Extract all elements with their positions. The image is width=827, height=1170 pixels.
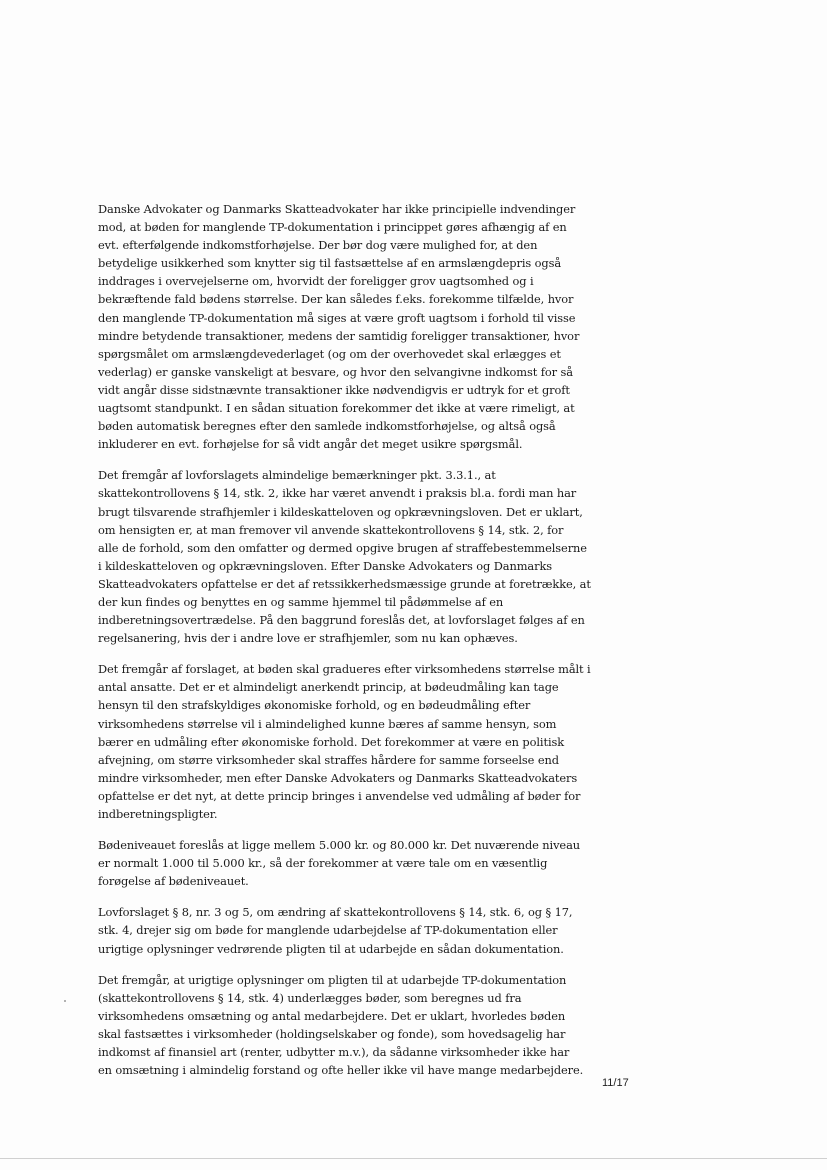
text-line: brugt tilsvarende strafhjemler i kildeskatteloven og opkrævningsloven. Det er uklart, <box>98 504 583 519</box>
text-line: skal fastsættes i virksomheder (holdingselskaber og fonde), som hovedsagelig har <box>98 1026 566 1041</box>
paragraph-4 <box>98 836 600 890</box>
text-line: skattekontrollovens § 14, stk. 2, ikke har været anvendt i praksis bl.a. fordi man har <box>98 486 577 501</box>
scan-artifact-dot <box>64 1000 66 1002</box>
text-line: Det fremgår af forslaget, at bøden skal gradueres efter virksomhedens størrelse målt i <box>98 662 591 677</box>
page-number: 11/17 <box>602 1077 629 1089</box>
text-line: der kun findes og benyttes en og samme hjemmel til pådømmelse af en <box>98 594 504 609</box>
text-line: om hensigten er, at man fremover vil anvende skattekontrollovens § 14, stk. 2, for <box>98 522 564 537</box>
text-line: Lovforslaget § 8, nr. 3 og 5, om ændring af skattekontrollovens § 14, stk. 6, og § 17, <box>98 905 573 920</box>
text-line: Det fremgår af lovforslagets almindelige bemærkninger pkt. 3.3.1., at <box>98 468 496 483</box>
text-line: (skattekontrollovens § 14, stk. 4) underlægges bøder, som beregnes ud fra <box>98 990 522 1005</box>
text-line: afvejning, om større virksomheder skal straffes hårdere for samme forseelse end <box>98 752 559 767</box>
text-line: mindre betydende transaktioner, medens der samtidig foreligger transaktioner, hvor <box>98 328 580 343</box>
text-line: antal ansatte. Det er et almindeligt anerkendt princip, at bødeudmåling kan tage <box>98 680 559 695</box>
text-line: stk. 4, drejer sig om bøde for manglende udarbejdelse af TP-dokumentation eller <box>98 923 558 938</box>
text-line: vidt angår disse sidstnævnte transaktioner ikke nødvendigvis er udtryk for et groft <box>98 382 570 397</box>
text-line: bøden automatisk beregnes efter den samlede indkomstforhøjelse, og altså også <box>98 419 556 434</box>
text-line: Det fremgår, at urigtige oplysninger om pligten til at udarbejde TP-dokumentation <box>98 972 567 987</box>
text-line: betydelige usikkerhed som knytter sig til fastsættelse af en armslængdepris også <box>98 256 562 271</box>
text-line: opfattelse er det nyt, at dette princip bringes i anvendelse ved udmåling af bøder for <box>98 788 581 803</box>
text-line: hensyn til den strafskyldiges økonomiske forhold, og en bødeudmåling efter <box>98 698 531 713</box>
text-line: mindre virksomheder, men efter Danske Advokaters og Danmarks Skatteadvokaters <box>98 770 578 785</box>
text-line: den manglende TP-dokumentation må siges at være groft uagtsom i forhold til visse <box>98 310 576 325</box>
text-line: forøgelse af bødeniveauet. <box>98 874 249 889</box>
scan-artifact-line <box>0 1158 827 1159</box>
text-line: er normalt 1.000 til 5.000 kr., så der forekommer at være tale om en væsentlig <box>98 856 548 871</box>
paragraph-5 <box>98 903 600 957</box>
text-line: evt. efterfølgende indkomstforhøjelse. Der bør dog være mulighed for, at den <box>98 238 538 253</box>
text-line: inddrages i overvejelserne om, hvorvidt der foreligger grov uagtsomhed og i <box>98 274 534 289</box>
text-line: alle de forhold, som den omfatter og dermed opgive brugen af straffebestemmelserne <box>98 540 587 555</box>
paragraph-1 <box>98 200 600 453</box>
document-body <box>98 200 600 1092</box>
text-line: en omsætning i almindelig forstand og ofte heller ikke vil have mange medarbejdere. <box>98 1063 584 1078</box>
paragraph-6 <box>98 971 600 1080</box>
text-line: indberetningsovertrædelse. På den baggrund foreslås det, at lovforslaget følges af en <box>98 613 585 628</box>
text-line: spørgsmålet om armslængdevederlaget (og om der overhovedet skal erlægges et <box>98 346 561 361</box>
text-line: mod, at bøden for manglende TP-dokumentation i princippet gøres afhængig af en <box>98 220 567 235</box>
text-line: virksomhedens størrelse vil i almindelighed kunne bæres af samme hensyn, som <box>98 716 557 731</box>
paragraph-2 <box>98 466 600 647</box>
text-line: regelsanering, hvis der i andre love er strafhjemler, som nu kan ophæves. <box>98 631 518 646</box>
text-line: urigtige oplysninger vedrørende pligten til at udarbejde en sådan dokumentation. <box>98 941 564 956</box>
text-line: bekræftende fald bødens størrelse. Der kan således f.eks. forekomme tilfælde, hvor <box>98 292 574 307</box>
paragraph-3 <box>98 660 600 823</box>
text-line: bærer en udmåling efter økonomiske forhold. Det forekommer at være en politisk <box>98 734 565 749</box>
text-line: Bødeniveauet foreslås at ligge mellem 5.000 kr. og 80.000 kr. Det nuværende niveau <box>98 838 580 853</box>
text-line: virksomhedens omsætning og antal medarbejdere. Det er uklart, hvorledes bøden <box>98 1008 566 1023</box>
text-line: Danske Advokater og Danmarks Skatteadvokater har ikke principielle indvendinger <box>98 202 576 216</box>
text-line: i kildeskatteloven og opkrævningsloven. Efter Danske Advokaters og Danmarks <box>98 558 552 573</box>
text-line: inkluderer en evt. forhøjelse for så vidt angår det meget usikre spørgsmål. <box>98 437 523 452</box>
text-line: uagtsomt standpunkt. I en sådan situation forekommer det ikke at være rimeligt, at <box>98 401 575 416</box>
text-line: vederlag) er ganske vanskeligt at besvare, og hvor den selvangivne indkomst for så <box>98 364 573 379</box>
text-line: indkomst af finansiel art (renter, udbytter m.v.), da sådanne virksomheder ikke har <box>98 1045 570 1060</box>
text-line: Skatteadvokaters opfattelse er det af retssikkerhedsmæssige grunde at foretrække, at <box>98 576 591 591</box>
text-line: indberetningspligter. <box>98 807 218 821</box>
